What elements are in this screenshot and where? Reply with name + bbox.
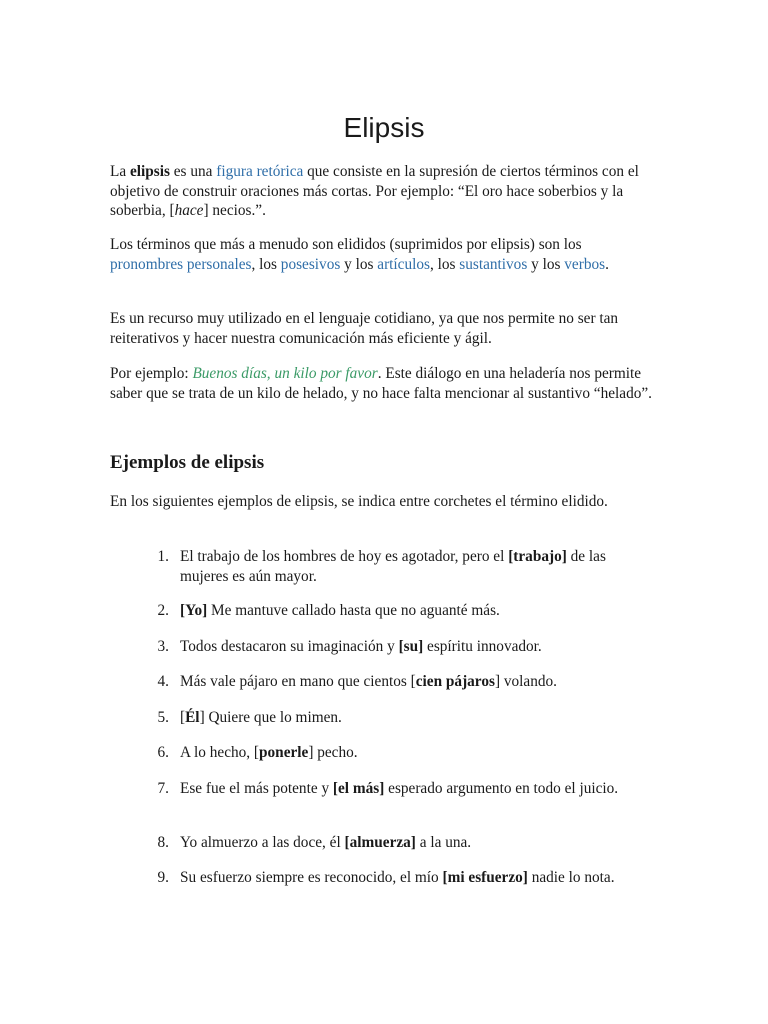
elided-term: [mi esfuerzo] xyxy=(442,869,528,886)
elided-term: [trabajo] xyxy=(508,548,567,565)
text-run: Me mantuve callado hasta que no aguanté más. xyxy=(207,602,500,619)
usage-paragraph: Es un recurso muy utilizado en el lenguaje cotidiano, ya que nos permite no ser tan reiterativos y hacer nuestra comunicación más eficiente y ágil. xyxy=(110,310,619,347)
text-run: Los términos que más a menudo son elididos (suprimidos por elipsis) son los xyxy=(110,236,582,253)
link-articulos[interactable]: artículos xyxy=(377,255,430,273)
text-run: Por ejemplo: xyxy=(110,365,193,382)
examples-intro: En los siguientes ejemplos de elipsis, se indica entre corchetes el término elidido. xyxy=(110,493,608,510)
list-item-text xyxy=(180,779,650,799)
list-item-number: 2. xyxy=(157,602,169,619)
list-item-text xyxy=(180,672,650,692)
text-run: nadie lo nota. xyxy=(527,869,615,886)
link-figura-retorica[interactable]: figura retórica xyxy=(216,163,304,180)
text-run: espíritu innovador. xyxy=(423,638,542,655)
text-run: A lo hecho, [ xyxy=(180,744,260,761)
list-item-number: 8. xyxy=(157,834,169,851)
example-paragraph xyxy=(110,364,656,403)
term-bold: elipsis xyxy=(129,163,170,180)
text-run: ] pecho. xyxy=(308,744,358,761)
link-verbos[interactable]: verbos xyxy=(564,255,606,273)
elided-terms-paragraph xyxy=(110,235,656,274)
dialogue-quote: Buenos días, un kilo por favor xyxy=(192,365,378,382)
text-run: El trabajo de los hombres de hoy es agotador, pero el xyxy=(180,548,509,565)
link-pronombres-personales[interactable]: pronombres personales xyxy=(110,255,252,273)
list-item-number: 4. xyxy=(157,673,169,690)
list-item-text xyxy=(180,708,650,728)
list-item-number: 3. xyxy=(157,638,169,655)
elided-term: cien pájaros xyxy=(415,673,495,690)
text-run: de las mujeres es aún mayor. xyxy=(180,548,606,585)
text-run: Yo almuerzo a las doce, él xyxy=(180,834,345,851)
text-run: Todos destacaron su imaginación y xyxy=(180,638,399,655)
list-item-number: 7. xyxy=(157,780,169,797)
list-item-number: 6. xyxy=(157,744,169,761)
text-run: ] volando. xyxy=(494,673,557,690)
list-item-number: 1. xyxy=(157,548,169,565)
text-run: Más vale pájaro en mano que cientos [ xyxy=(180,673,416,690)
list-item-text xyxy=(180,601,650,621)
list-item-text xyxy=(180,547,650,586)
elided-word-italic: hace xyxy=(174,202,204,219)
text-run: . Este diálogo en una heladería nos permite saber que se trata de un kilo de helado, y no hace falta mencionar al sustantivo “helado”. xyxy=(110,365,652,402)
text-run: esperado argumento en todo el juicio. xyxy=(384,780,619,797)
page-title: Elipsis xyxy=(343,112,425,143)
elided-term: [almuerza] xyxy=(344,834,416,851)
list-item-text xyxy=(180,637,650,657)
text-run: . xyxy=(605,255,609,273)
elided-term: [Yo] xyxy=(180,602,208,619)
text-run: ] necios.”. xyxy=(203,202,266,219)
text-run: , los xyxy=(429,255,460,273)
list-item-number: 5. xyxy=(157,709,169,726)
text-run: , los xyxy=(251,255,281,273)
definition-paragraph xyxy=(110,162,656,221)
text-run: ] Quiere que lo mimen. xyxy=(199,709,342,726)
link-posesivos[interactable]: posesivos xyxy=(280,255,341,273)
list-item-text xyxy=(180,833,650,853)
text-run: a la una. xyxy=(415,834,472,851)
text-run: y los xyxy=(340,255,378,273)
text-run: [ xyxy=(180,709,186,726)
elided-term: [su] xyxy=(398,638,424,655)
list-item-text xyxy=(180,868,650,888)
examples-heading: Ejemplos de elipsis xyxy=(110,452,265,473)
elided-term: Él xyxy=(185,709,200,726)
text-run: Ese fue el más potente y xyxy=(180,780,333,797)
text-run: y los xyxy=(527,255,565,273)
text-run: Su esfuerzo siempre es reconocido, el mío xyxy=(180,869,443,886)
elided-term: [el más] xyxy=(332,780,385,797)
list-item-text xyxy=(180,743,650,763)
text-run: La xyxy=(110,163,130,180)
link-sustantivos[interactable]: sustantivos xyxy=(459,255,528,273)
elided-term: ponerle xyxy=(259,744,309,761)
text-run: que consiste en la supresión de ciertos términos con el objetivo de construir oraciones más cortas. Por ejemplo: “El oro hace soberbios y la soberbia, [ xyxy=(110,163,639,219)
list-item-number: 9. xyxy=(157,869,169,886)
text-run: es una xyxy=(169,163,217,180)
